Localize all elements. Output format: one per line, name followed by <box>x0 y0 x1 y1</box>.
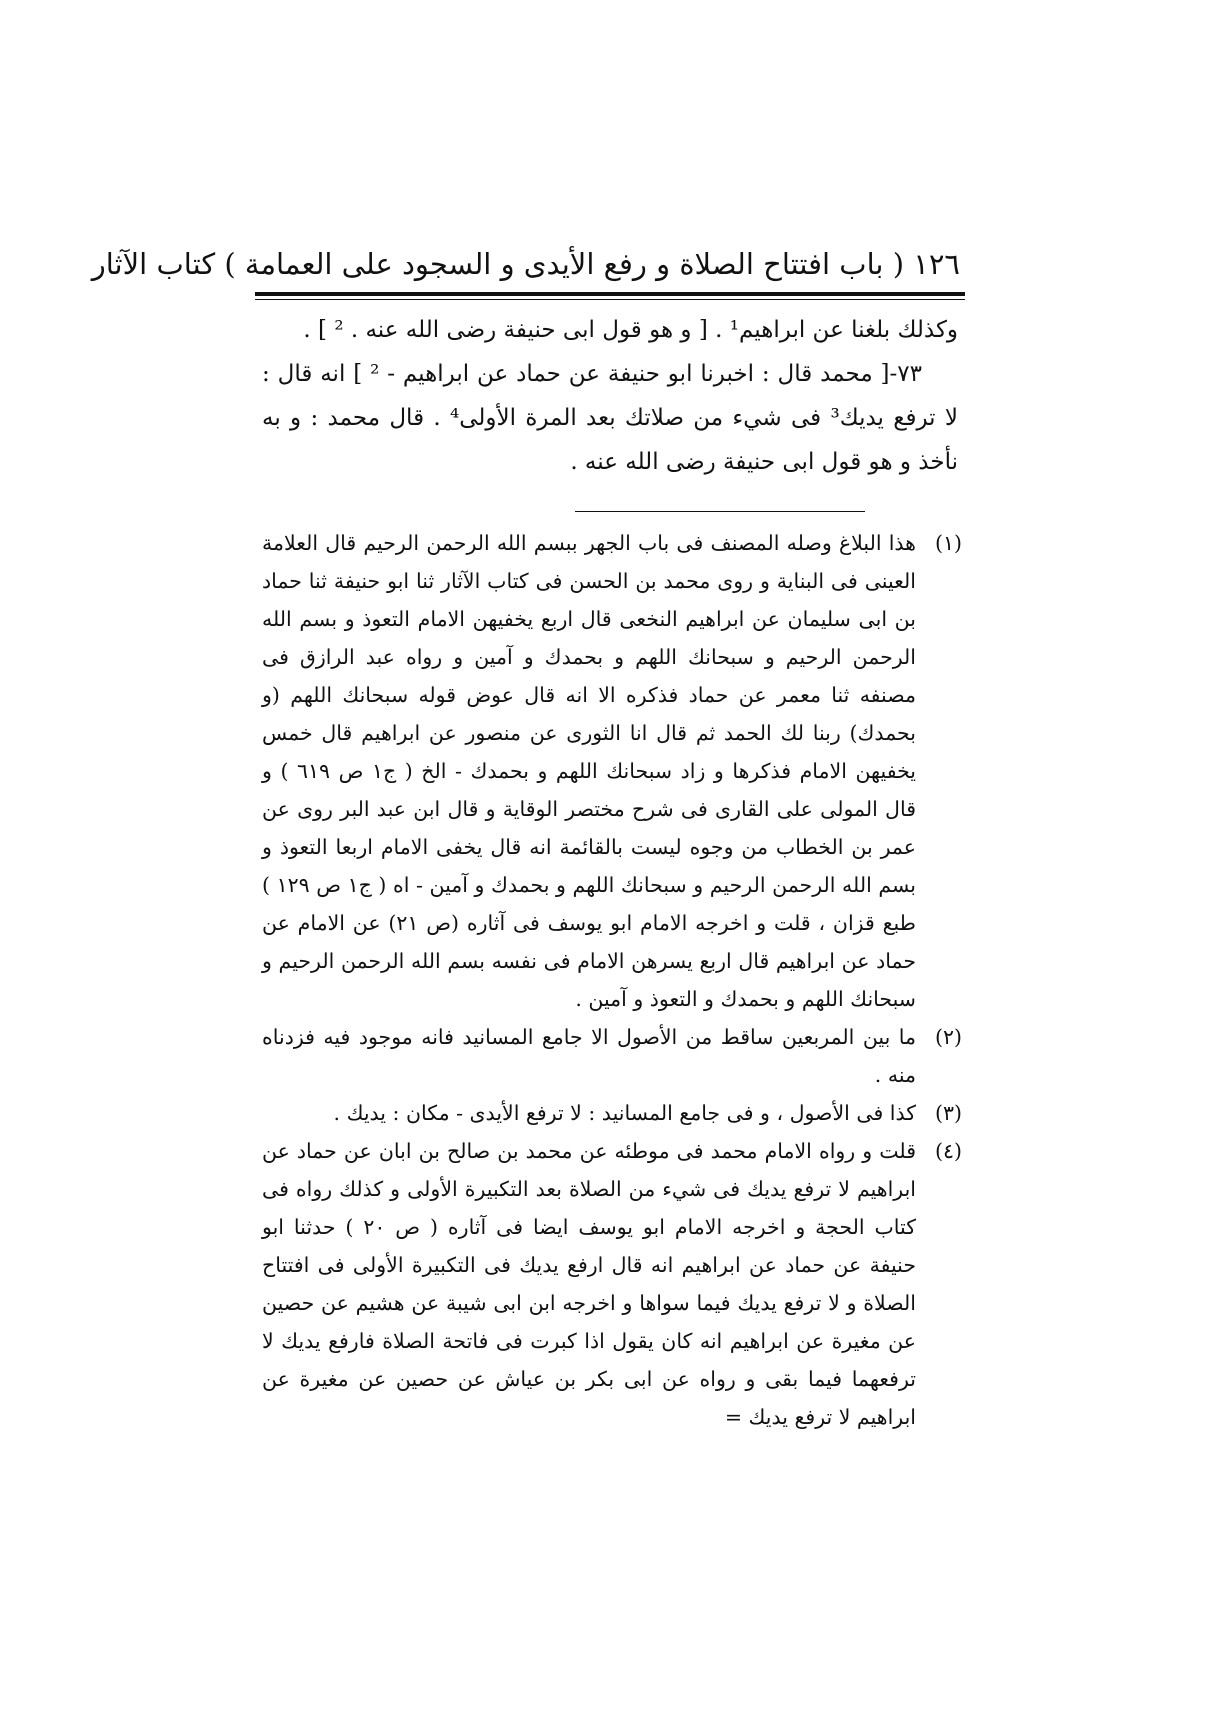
footnote-text: هذا البلاغ وصله المصنف فى باب الجهر ببسم الله الرحمن الرحيم قال العلامة العينى فى البناية و روى محمد بن الحسن فى كتاب الآثار ثنا ابو حنيفة ثنا حماد بن ابى سليمان عن ابراهيم النخعى قال اربع يخفيهن الامام التعوذ و بسم الله الرحمن الرحيم و سبحانك اللهم و بحمدك و آمين و رواه عبد الرازق فى مصنفه ثنا معمر عن حماد فذكره الا انه قال عوض قوله سبحانك اللهم (و بحمدك) ربنا لك الحمد ثم قال انا الثورى عن منصور عن ابراهيم قال خمس يخفيهن الامام فذكرها و زاد سبحانك اللهم و بحمدك - الخ ( ج١ ص ٦١٩ ) و قال المولى على القارى فى شرح مختصر الوقاية و قال ابن عبد البر روى عن عمر بن الخطاب من وجوه ليست بالقائمة انه قال يخفى الامام اربعا التعوذ و بسم الله الرحمن الرحيم و سبحانك اللهم و بحمدك و آمين - اه ( ج١ ص ١٢٩ ) طبع قزان ، قلت و اخرجه الامام ابو يوسف فى آثاره (ص ٢١) عن الامام عن حماد عن ابراهيم قال اربع يسرهن الامام فى نفسه بسم الله الرحمن الرحيم و سبحانك اللهم و بحمدك و التعوذ و آمين . <box>262 531 917 1011</box>
book-title: كتاب الآثار <box>91 247 216 281</box>
footnote-text: ما بين المربعين ساقط من الأصول الا جامع المسانيد فانه موجود فيه فزدناه منه . <box>262 1025 916 1087</box>
footnote-3 <box>262 1094 962 1132</box>
page-header <box>91 244 960 284</box>
main-paragraph-2: ٧٣-[ محمد قال : اخبرنا ابو حنيفة عن حماد عن ابراهيم - ² ] انه قال : لا ترفع يديك³ فى شيء من صلاتك بعد المرة الأولى⁴ . قال محمد : و به نأخذ و هو قول ابى حنيفة رضى الله عنه . <box>262 361 959 475</box>
running-title: ( باب افتتاح الصلاة و رفع الأيدى و السجود على العمامة ) <box>224 247 905 281</box>
footnote-number: (٢) <box>934 1025 962 1049</box>
footnote-number: (١) <box>934 531 962 555</box>
header-rule-thick <box>255 292 965 296</box>
footnotes <box>262 524 962 1436</box>
footnote-number: (٤) <box>934 1139 962 1163</box>
footnote-text: قلت و رواه الامام محمد فى موطئه عن محمد بن صالح بن ابان عن حماد عن ابراهيم لا ترفع يديك فى شيء من الصلاة بعد التكبيرة الأولى و كذلك رواه فى كتاب الحجة و اخرجه الامام ابو يوسف ايضا فى آثاره ( ص ٢٠ ) حدثنا ابو حنيفة عن حماد عن ابراهيم انه قال ارفع يديك فى التكبيرة الأولى فى افتتاح الصلاة و لا ترفع يديك فيما سواها و اخرجه ابن ابى شيبة عن هشيم عن حصين عن مغيرة عن ابراهيم انه كان يقول اذا كبرت فى فاتحة الصلاة فارفع يديك لا ترفعهما فيما بقى و رواه عن ابى بكر بن عياش عن حصين عن مغيرة عن ابراهيم لا ترفع يديك = <box>262 1139 916 1429</box>
main-paragraph-1: وكذلك بلغنا عن ابراهيم¹ . [ و هو قول ابى حنيفة رضى الله عنه . ² ] . <box>303 317 958 343</box>
footnote-2 <box>262 1018 962 1094</box>
footnote-separator <box>575 511 865 512</box>
footnote-text: كذا فى الأصول ، و فى جامع المسانيد : لا ترفع الأيدى - مكان : يديك . <box>333 1101 916 1125</box>
footnote-1 <box>262 524 962 1018</box>
footnote-4 <box>262 1132 962 1436</box>
header-rule-thin <box>255 299 965 300</box>
page-number: ١٢٦ <box>913 247 960 281</box>
main-text <box>262 308 958 484</box>
footnote-number: (٣) <box>934 1101 962 1125</box>
